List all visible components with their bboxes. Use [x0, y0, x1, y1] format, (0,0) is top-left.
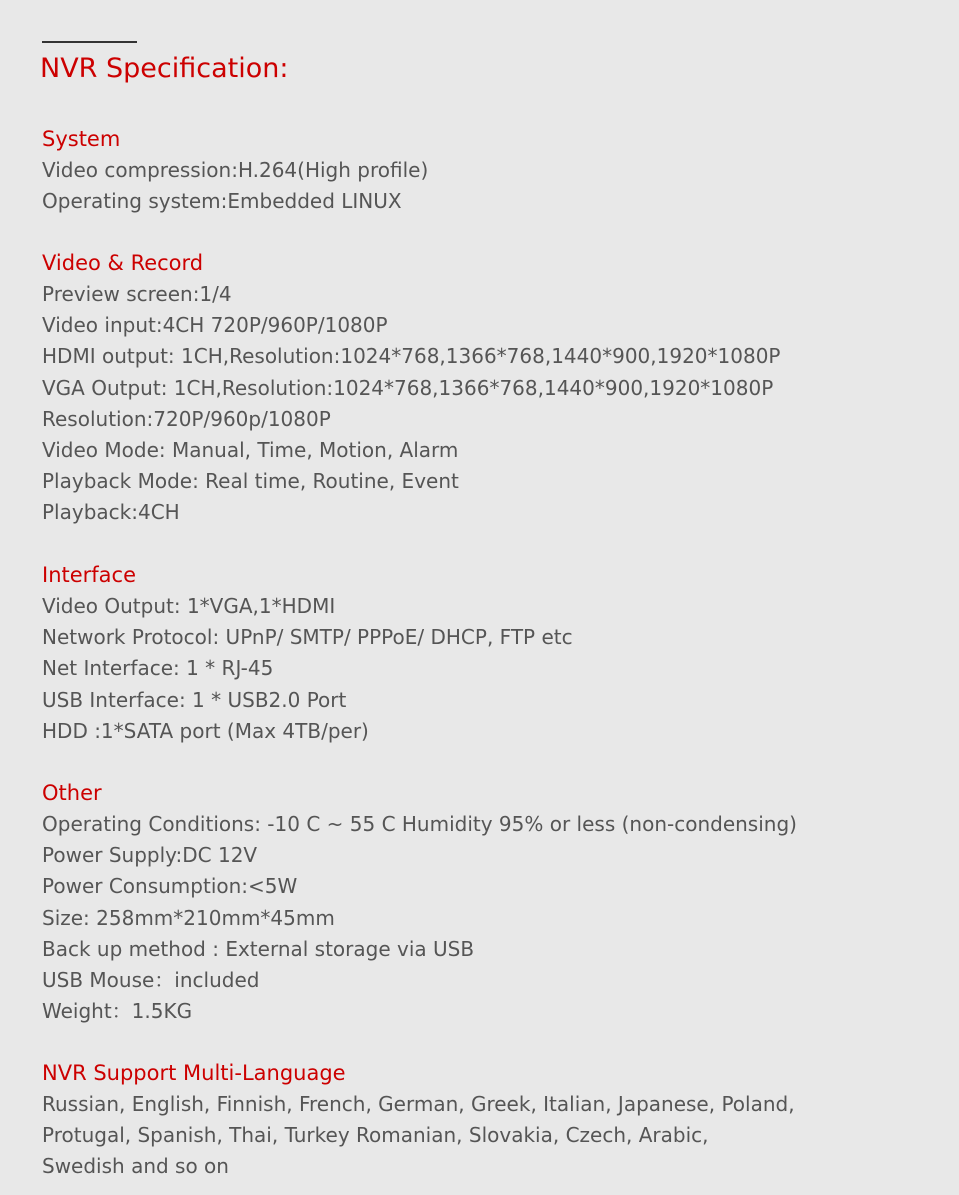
spec-line: Net Interface: 1 * RJ-45 — [42, 656, 274, 681]
spec-line: Network Protocol: UPnP/ SMTP/ PPPoE/ DHCP, FTP etc — [42, 625, 573, 650]
spec-line: Operating Conditions: -10 C ~ 55 C Humidity 95% or less (non-condensing) — [42, 812, 797, 836]
spec-line: Size: 258mm*210mm*45mm — [42, 905, 335, 930]
spec-line: Operating system:Embedded LINUX — [42, 189, 402, 214]
spec-line: Playback:4CH — [42, 500, 180, 525]
section-video-record — [42, 248, 781, 529]
page-title: NVR Specification: — [40, 53, 289, 84]
spec-line: Resolution:720P/960p/1080P — [42, 406, 331, 431]
spec-line: Video Mode: Manual, Time, Motion, Alarm — [42, 437, 459, 462]
section-heading: Interface — [42, 563, 137, 587]
section-heading: Other — [42, 781, 102, 805]
spec-line: Preview screen:1/4 — [42, 282, 232, 306]
spec-line: Video input:4CH 720P/960P/1080P — [42, 313, 388, 338]
section-heading: System — [42, 127, 121, 151]
section-system — [42, 124, 428, 217]
spec-line: Protugal, Spanish, Thai, Turkey Romanian, Slovakia, Czech, Arabic, — [42, 1123, 709, 1148]
section-heading: NVR Support Multi-Language — [42, 1061, 346, 1085]
section-other — [42, 778, 797, 1027]
spec-line: Back up method : External storage via USB — [42, 936, 475, 961]
spec-line: Video Output: 1*VGA,1*HDMI — [42, 594, 336, 618]
spec-line: HDD :1*SATA port (Max 4TB/per) — [42, 718, 369, 743]
section-multi-language — [42, 1058, 795, 1183]
title-rule — [42, 41, 137, 43]
spec-line: VGA Output: 1CH,Resolution:1024*768,1366*768,1440*900,1920*1080P — [42, 375, 774, 400]
spec-line: Video compression:H.264(High profile) — [42, 158, 429, 182]
section-heading: Video & Record — [42, 251, 204, 275]
spec-line: Swedish and so on — [42, 1154, 229, 1179]
spec-line: USB Mouse：included — [42, 967, 260, 992]
spec-line: USB Interface: 1 * USB2.0 Port — [42, 687, 347, 712]
spec-line: Power Consumption:<5W — [42, 874, 298, 899]
spec-line: Playback Mode: Real time, Routine, Event — [42, 469, 459, 494]
spec-line: Power Supply:DC 12V — [42, 843, 258, 868]
spec-line: HDMI output: 1CH,Resolution:1024*768,1366*768,1440*900,1920*1080P — [42, 344, 781, 369]
spec-line: Russian, English, Finnish, French, German, Greek, Italian, Japanese, Poland, — [42, 1092, 795, 1116]
spec-line: Weight：1.5KG — [42, 999, 193, 1024]
section-interface — [42, 560, 573, 747]
